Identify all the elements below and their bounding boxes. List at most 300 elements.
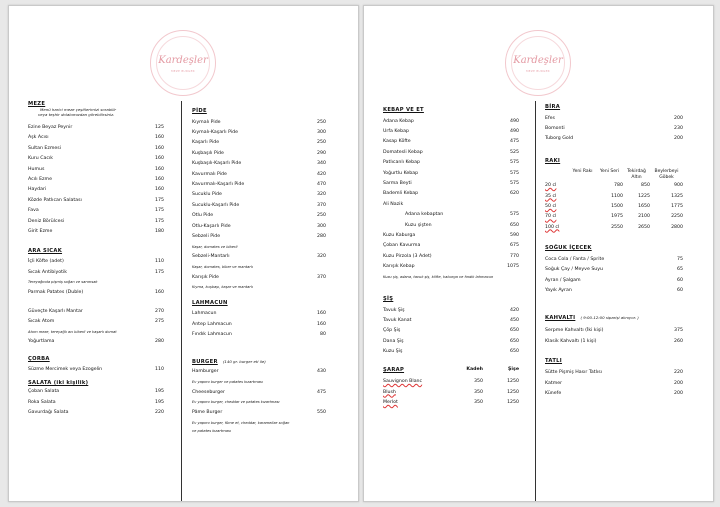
item-name: Kuzu Pirzola (3 Adet) bbox=[383, 253, 432, 259]
menu-item bbox=[28, 337, 164, 347]
raki-size: 70 cl bbox=[545, 214, 557, 220]
menu-item bbox=[192, 159, 326, 169]
menu-item bbox=[192, 319, 326, 329]
item-price: 230 bbox=[674, 126, 683, 132]
menu-item bbox=[192, 148, 326, 158]
menu-item bbox=[192, 329, 326, 339]
menu-item bbox=[545, 388, 683, 398]
raki-row bbox=[545, 202, 683, 212]
ara-sicak-list bbox=[28, 257, 164, 347]
item-price: 160 bbox=[155, 156, 164, 162]
raki-price: 2650 bbox=[638, 224, 650, 230]
brand-tagline: MEZE BURGER bbox=[526, 69, 550, 73]
item-price: 370 bbox=[317, 202, 326, 208]
sarap-list bbox=[383, 377, 519, 408]
section-title-ara-sicak: ARA SICAK bbox=[28, 247, 63, 254]
menu-item bbox=[192, 221, 326, 231]
meze-note-2: veya teşhir dolabımızdan görebilirsiniz. bbox=[38, 112, 115, 118]
item-name: Sütte Pişmiş Hasır Tatlısı bbox=[545, 370, 602, 376]
menu-item bbox=[545, 123, 683, 133]
column-divider bbox=[181, 101, 182, 501]
menu-item bbox=[545, 285, 683, 295]
menu-item bbox=[28, 257, 164, 267]
item-price: 125 bbox=[155, 125, 164, 131]
menu-item bbox=[28, 195, 164, 205]
left-column bbox=[383, 107, 519, 408]
item-name: Yoğurtlu Kebap bbox=[383, 170, 419, 176]
menu-item bbox=[28, 267, 164, 277]
menu-item bbox=[383, 251, 519, 261]
item-name: Kuşbaşılı-Kaşarlı Pide bbox=[192, 161, 242, 167]
menu-page-1 bbox=[8, 5, 359, 502]
menu-item bbox=[28, 143, 164, 153]
item-price: 620 bbox=[510, 191, 519, 197]
section-title-burger: BURGER bbox=[192, 358, 218, 365]
menu-item bbox=[545, 265, 683, 275]
menu-item bbox=[383, 220, 519, 230]
menu-item bbox=[192, 200, 326, 210]
item-name: Haydari bbox=[28, 187, 47, 193]
item-price: 370 bbox=[317, 274, 326, 280]
section-title-lahmacun: LAHMACUN bbox=[192, 300, 228, 307]
menu-item bbox=[28, 133, 164, 143]
wine-bottle-price: 1250 bbox=[507, 400, 519, 405]
item-price: 650 bbox=[510, 349, 519, 355]
item-name: Gavurdağı Salata bbox=[28, 409, 69, 415]
raki-size: 35 cl bbox=[545, 193, 557, 199]
item-note: Kıyma, kuşbaşı, kaşar ve mantarlı bbox=[192, 285, 253, 290]
menu-item bbox=[192, 211, 326, 221]
wine-name: Blush bbox=[383, 389, 396, 395]
kebap-list-2 bbox=[383, 230, 519, 272]
item-price: 175 bbox=[155, 269, 164, 275]
menu-item bbox=[545, 254, 683, 264]
item-note: Kaşar, domates ve biberli bbox=[192, 244, 238, 249]
menu-item bbox=[545, 336, 683, 346]
item-name: Kuzu şişten bbox=[405, 222, 432, 228]
brand-logo bbox=[150, 30, 216, 96]
wine-glass-price: 350 bbox=[474, 379, 483, 385]
raki-price: 2250 bbox=[671, 214, 683, 220]
item-name: Cheeseburger bbox=[192, 389, 225, 395]
item-price: 420 bbox=[317, 171, 326, 177]
raki-price: 850 bbox=[641, 183, 650, 189]
item-price: 650 bbox=[510, 328, 519, 334]
item-price: 75 bbox=[677, 256, 683, 262]
item-price: 220 bbox=[155, 409, 164, 415]
item-price: 195 bbox=[155, 389, 164, 395]
menu-item bbox=[383, 168, 519, 178]
brand-logo bbox=[505, 30, 571, 96]
item-price: 260 bbox=[674, 338, 683, 344]
item-name: Acılı Ezme bbox=[28, 177, 52, 183]
right-column bbox=[545, 104, 683, 399]
item-price: 550 bbox=[317, 410, 326, 416]
menu-item bbox=[28, 226, 164, 236]
item-name: Girit Ezme bbox=[28, 229, 53, 234]
section-title-soguk: SOĞUK İÇECEK bbox=[545, 245, 592, 252]
raki-price: 1975 bbox=[611, 214, 623, 220]
item-name: İçli Köfte (adet) bbox=[28, 259, 64, 265]
item-price: 60 bbox=[677, 277, 683, 283]
item-name: Lahmacun bbox=[192, 311, 217, 317]
salata-list bbox=[28, 386, 164, 417]
raki-row bbox=[545, 223, 683, 233]
item-note: Kaşar, domates, biber ve mantarlı bbox=[192, 265, 253, 270]
menu-item bbox=[192, 252, 326, 262]
raki-col-tekirdag-sub: Altın bbox=[631, 175, 642, 181]
menu-item bbox=[28, 386, 164, 396]
wine-row bbox=[383, 388, 519, 398]
item-name: Parmak Patates (Duble) bbox=[28, 290, 84, 296]
section-title-corba: ÇORBA bbox=[28, 356, 50, 363]
burger-list bbox=[192, 367, 326, 434]
item-price: 300 bbox=[317, 223, 326, 229]
item-name: Otlu-Kaşarlı Pide bbox=[192, 223, 231, 229]
item-price: 675 bbox=[510, 243, 519, 249]
right-column bbox=[192, 108, 326, 434]
menu-item bbox=[383, 158, 519, 168]
item-name: Sıcak Antibiyotik bbox=[28, 269, 68, 275]
item-name: Tavuk Şiş bbox=[383, 307, 405, 313]
menu-item bbox=[192, 308, 326, 318]
menu-item bbox=[383, 147, 519, 157]
menu-item bbox=[192, 169, 326, 179]
section-title-bira: BİRA bbox=[545, 104, 561, 110]
menu-item bbox=[383, 241, 519, 251]
menu-item bbox=[383, 178, 519, 188]
item-price: 490 bbox=[510, 129, 519, 135]
menu-item bbox=[28, 154, 164, 164]
menu-item bbox=[28, 122, 164, 132]
menu-item bbox=[383, 210, 519, 220]
item-price: 160 bbox=[155, 166, 164, 172]
menu-item bbox=[192, 117, 326, 127]
item-name: Karışık Pide bbox=[192, 274, 219, 280]
lahmacun-list bbox=[192, 308, 326, 339]
item-name: Bomonti bbox=[545, 126, 565, 132]
item-name: Adana Kebap bbox=[383, 118, 414, 124]
item-name: Antep Lahmacun bbox=[192, 321, 232, 327]
item-name: Otlu Pide bbox=[192, 213, 214, 219]
raki-price: 1500 bbox=[611, 203, 623, 209]
item-price: 195 bbox=[155, 399, 164, 405]
raki-row bbox=[545, 192, 683, 202]
item-name: Kuru Cacık bbox=[28, 156, 53, 162]
item-name: Çöp Şiş bbox=[383, 328, 401, 334]
raki-col-yeni-raki: Yeni Rakı bbox=[572, 169, 593, 175]
wine-bottle-price: 1250 bbox=[507, 389, 519, 395]
item-price: 475 bbox=[510, 139, 519, 145]
item-price: 475 bbox=[317, 389, 326, 395]
item-name: Urfa Kebap bbox=[383, 129, 409, 135]
menu-item bbox=[383, 126, 519, 136]
menu-item bbox=[383, 326, 519, 336]
sis-list bbox=[383, 305, 519, 357]
item-note: Ev yapımı burger ve patates kızartması bbox=[192, 380, 263, 385]
brand-name: Kardeşler bbox=[158, 55, 208, 66]
item-price: 590 bbox=[510, 232, 519, 238]
item-name: Sebzeli-Mantarlı bbox=[192, 254, 230, 260]
raki-row bbox=[545, 212, 683, 222]
section-title-raki: RAKI bbox=[545, 158, 561, 165]
item-name: Sucuklu Pide bbox=[192, 192, 222, 198]
wine-col-glass: Kadeh bbox=[466, 366, 483, 372]
item-price: 175 bbox=[155, 218, 164, 224]
menu-item bbox=[383, 346, 519, 356]
corba-list bbox=[28, 364, 164, 374]
menu-item bbox=[192, 179, 326, 189]
item-name: Bademli Kebap bbox=[383, 191, 419, 197]
item-name: Pâme Burger bbox=[192, 410, 223, 416]
item-name: Süzme Mercimek veya Ezogelin bbox=[28, 366, 103, 372]
menu-item bbox=[383, 137, 519, 147]
item-price: 275 bbox=[155, 318, 164, 324]
meze-note-1: Menü harici meze çeşitlerimizi sorabilir bbox=[40, 107, 117, 112]
item-price: 340 bbox=[317, 161, 326, 167]
menu-item bbox=[383, 230, 519, 240]
menu-item bbox=[28, 287, 164, 297]
item-price: 1075 bbox=[507, 264, 519, 270]
menu-item bbox=[383, 189, 519, 199]
item-name: Katmer bbox=[545, 380, 563, 386]
item-name: Serpme Kahvaltı (İki kişi) bbox=[545, 328, 604, 334]
raki-table bbox=[545, 181, 683, 233]
item-name: Adana kebaptan bbox=[405, 212, 444, 218]
section-title-meze: MEZE bbox=[28, 101, 46, 107]
kebap-list bbox=[383, 116, 519, 199]
bira-list bbox=[545, 113, 683, 144]
raki-price: 2800 bbox=[671, 224, 683, 230]
item-name: Çoban Salata bbox=[28, 389, 60, 395]
left-column bbox=[28, 101, 164, 418]
item-price: 490 bbox=[510, 118, 519, 124]
menu-item bbox=[545, 113, 683, 123]
item-price: 220 bbox=[674, 370, 683, 376]
item-price: 575 bbox=[510, 212, 519, 218]
kahvalti-list bbox=[545, 326, 683, 347]
wine-row bbox=[383, 398, 519, 408]
item-price: 60 bbox=[677, 287, 683, 293]
item-name: Közde Patlıcan Salatası bbox=[28, 197, 82, 203]
item-name: Tavuk Kanat bbox=[383, 317, 412, 323]
item-price: 160 bbox=[155, 290, 164, 296]
item-name: Fındık Lahmacun bbox=[192, 331, 232, 337]
item-price: 160 bbox=[155, 177, 164, 183]
menu-item bbox=[28, 174, 164, 184]
wine-table bbox=[383, 365, 519, 375]
ali-nazik-list bbox=[383, 210, 519, 231]
item-name: Dana Şiş bbox=[383, 338, 404, 344]
wine-name: Sauvignon Blanc bbox=[383, 379, 423, 385]
item-price: 160 bbox=[155, 145, 164, 151]
item-name: Aşk Acısı bbox=[28, 135, 49, 141]
item-name: Kavurmalı Pide bbox=[192, 171, 227, 177]
wine-name: Merlot bbox=[383, 400, 398, 405]
raki-price: 1225 bbox=[638, 193, 650, 199]
menu-item bbox=[192, 367, 326, 377]
item-name: Yoğurtlama bbox=[28, 339, 55, 345]
item-name: Hamburger bbox=[192, 369, 219, 375]
menu-item bbox=[383, 305, 519, 315]
item-price: 200 bbox=[674, 390, 683, 396]
wine-glass-price: 350 bbox=[474, 400, 483, 405]
item-price: 430 bbox=[317, 369, 326, 375]
menu-item bbox=[383, 315, 519, 325]
item-name: Fava bbox=[28, 208, 39, 214]
menu-item bbox=[28, 316, 164, 326]
raki-col-yeni-seri: Yeni Seri bbox=[599, 169, 620, 175]
item-name: Kıymalı Pide bbox=[192, 119, 221, 125]
item-price: 175 bbox=[155, 208, 164, 214]
section-title-pide: PİDE bbox=[192, 108, 207, 114]
raki-price: 2100 bbox=[638, 214, 650, 220]
section-title-sis: ŞİŞ bbox=[383, 295, 394, 302]
menu-item bbox=[545, 134, 683, 144]
item-price: 290 bbox=[317, 150, 326, 156]
mix-kebap-note: Kuzu şiş, adana, tavuk şiş, köfte, kaburga ve fındık lahmacun bbox=[383, 274, 494, 279]
item-name: Kuzu Şiş bbox=[383, 349, 403, 355]
item-price: 160 bbox=[317, 321, 326, 327]
section-title-sarap: ŞARAP bbox=[383, 366, 405, 373]
menu-item bbox=[28, 364, 164, 374]
tatli-list bbox=[545, 367, 683, 398]
item-name: Ayran / Şalgam bbox=[545, 277, 581, 283]
item-price: 160 bbox=[155, 187, 164, 193]
item-price: 280 bbox=[317, 233, 326, 239]
item-name: Kıymalı-Kaşarlı Pide bbox=[192, 130, 238, 136]
item-price: 200 bbox=[674, 380, 683, 386]
raki-header bbox=[545, 168, 683, 181]
item-name: Sucuklu-Kaşarlı Pide bbox=[192, 202, 240, 208]
item-price: 80 bbox=[320, 331, 326, 337]
item-price: 650 bbox=[510, 222, 519, 228]
item-price: 110 bbox=[155, 259, 164, 265]
item-price: 65 bbox=[677, 267, 683, 273]
item-name: Roka Salata bbox=[28, 399, 56, 405]
menu-item bbox=[383, 336, 519, 346]
menu-item bbox=[28, 407, 164, 417]
column-divider bbox=[535, 101, 536, 501]
item-name: Patlıcanlı Kebap bbox=[383, 160, 420, 166]
item-name: Kasap Köfte bbox=[383, 139, 411, 145]
item-price: 200 bbox=[674, 115, 683, 121]
kahvalti-title-note: ( 9:00-12:00 siparişi alınıyor. ) bbox=[580, 314, 639, 320]
item-price: 525 bbox=[510, 149, 519, 155]
item-price: 575 bbox=[510, 170, 519, 176]
menu-item bbox=[28, 185, 164, 195]
menu-item bbox=[383, 261, 519, 271]
pide-list bbox=[192, 117, 326, 292]
menu-item bbox=[28, 306, 164, 316]
item-name: Sarma Beyti bbox=[383, 181, 412, 187]
raki-size: 20 cl bbox=[545, 183, 557, 189]
item-name: Ezine Beyaz Peynir bbox=[28, 125, 73, 131]
raki-price: 1325 bbox=[671, 193, 683, 199]
item-price: 770 bbox=[510, 253, 519, 259]
item-price: 300 bbox=[317, 130, 326, 136]
item-name: Kuzu Kaburga bbox=[383, 232, 416, 238]
kahvalti-heading bbox=[545, 304, 683, 323]
item-name: Tuborg Gold bbox=[545, 136, 574, 142]
menu-item bbox=[192, 127, 326, 137]
raki-col-tekirdag: Tekirdağ bbox=[627, 169, 646, 175]
item-price: 160 bbox=[317, 311, 326, 317]
section-title-kebap: KEBAP VE ET bbox=[383, 107, 424, 113]
item-name: Kuşbaşılı Pide bbox=[192, 150, 224, 156]
item-name: Sultan Ezmesi bbox=[28, 145, 62, 151]
item-price: 575 bbox=[510, 181, 519, 187]
item-name: Klasik Kahvaltı (1 kişi) bbox=[545, 338, 597, 344]
section-title-salata: SALATA (iki kişilik) bbox=[28, 380, 89, 387]
raki-price: 780 bbox=[614, 183, 623, 189]
item-name: Kavurmalı-Kaşarlı Pide bbox=[192, 182, 245, 188]
section-title-kahvalti: KAHVALTI bbox=[545, 314, 576, 321]
menu-item bbox=[192, 231, 326, 241]
menu-item bbox=[545, 275, 683, 285]
item-note: Tereyağında pişmiş soğan ve sarımsak bbox=[28, 280, 98, 285]
item-price: 250 bbox=[317, 213, 326, 219]
item-price: 250 bbox=[317, 140, 326, 146]
raki-col-beylerbeyi-sub: Göbek bbox=[659, 175, 674, 181]
section-title-tatli: TATLI bbox=[545, 358, 563, 365]
wine-bottle-price: 1250 bbox=[507, 379, 519, 385]
menu-item bbox=[545, 367, 683, 377]
raki-price: 1100 bbox=[611, 193, 623, 199]
item-name: Yayık Ayran bbox=[545, 287, 572, 293]
item-price: 110 bbox=[155, 366, 164, 372]
raki-row bbox=[545, 181, 683, 191]
item-name: Efes bbox=[545, 115, 555, 121]
soguk-list bbox=[545, 254, 683, 296]
item-price: 420 bbox=[510, 307, 519, 313]
item-price: 320 bbox=[317, 254, 326, 260]
wine-glass-price: 350 bbox=[474, 389, 483, 395]
item-price: 575 bbox=[510, 160, 519, 166]
item-note: Ev yapımı burger, füme et, cheddar, karamelize soğan bbox=[192, 420, 290, 425]
ali-nazik-label: Ali Nazik bbox=[383, 201, 404, 207]
raki-col-beylerbeyi: Beylerbeyi bbox=[654, 169, 679, 175]
menu-item bbox=[28, 164, 164, 174]
item-name: Soğuk Çay / Meyve Suyu bbox=[545, 267, 604, 273]
item-price: 180 bbox=[155, 229, 164, 234]
item-name: Künefe bbox=[545, 390, 562, 396]
item-note-2: ve patates kızartması bbox=[192, 428, 231, 433]
menu-item bbox=[192, 272, 326, 282]
menu-item bbox=[28, 216, 164, 226]
menu-item bbox=[192, 387, 326, 397]
item-note: Atom meze, tereyağlı acı biberli ve kaşarlı domat bbox=[28, 329, 117, 334]
wine-row bbox=[383, 377, 519, 387]
item-name: Humus bbox=[28, 166, 45, 172]
item-name: Sıcak Atom bbox=[28, 318, 55, 324]
item-name: Coca Cola / Fanta / Sprite bbox=[545, 256, 605, 262]
item-price: 270 bbox=[155, 308, 164, 314]
menu-item bbox=[545, 326, 683, 336]
item-price: 250 bbox=[317, 119, 326, 125]
menu-item bbox=[192, 138, 326, 148]
brand-name: Kardeşler bbox=[513, 55, 563, 66]
item-price: 280 bbox=[155, 339, 164, 345]
menu-item bbox=[28, 206, 164, 216]
brand-tagline: MEZE BURGER bbox=[171, 69, 195, 73]
item-name: Güveçte Kaşarlı Mantar bbox=[28, 308, 83, 314]
menu-page-2 bbox=[363, 5, 714, 502]
burger-heading bbox=[192, 348, 326, 367]
item-price: 470 bbox=[317, 182, 326, 188]
menu-item bbox=[192, 407, 326, 417]
item-price: 650 bbox=[510, 338, 519, 344]
